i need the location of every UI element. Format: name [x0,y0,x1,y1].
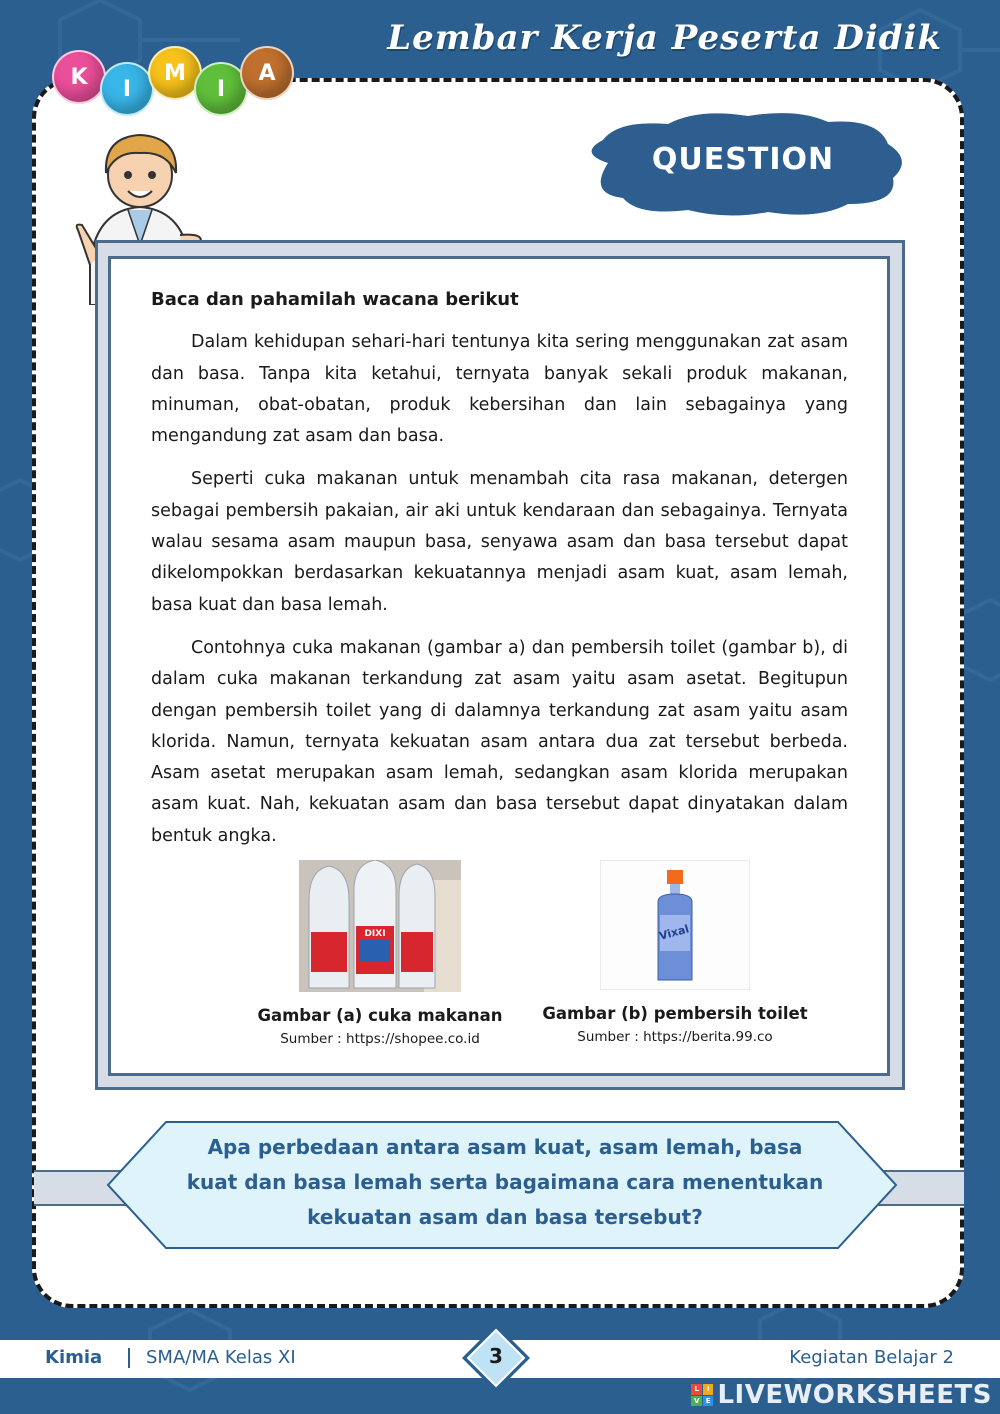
guiding-question: Apa perbedaan antara asam kuat, asam lemah, basa kuat dan basa lemah serta bagaimana cara menentukan kekuatan asam dan basa tersebut? [186,1135,824,1229]
figures [240,860,840,1060]
vinegar-bottles-image [299,860,461,992]
figure-b-source: Sumber : https://berita.99.co [577,1029,773,1045]
liveworksheets-icon [691,1384,713,1406]
footer-class: SMA/MA Kelas XI [146,1347,296,1368]
lw-icon-v: V [691,1396,702,1407]
lw-icon-l: L [691,1384,702,1395]
vinegar-label: DIXI [364,929,386,939]
lw-icon-e: E [703,1396,714,1407]
footer-section: Kegiatan Belajar 2 [789,1347,954,1368]
figure-b-caption: Gambar (b) pembersih toilet [542,1004,808,1023]
worksheet-title: Lembar Kerja Peserta Didik [387,18,942,58]
figure-a [240,860,520,1047]
reading-paragraph-2: Seperti cuka makanan untuk menambah cita rasa makanan, detergen sebagai pembersih pakaian, air aki untuk kendaraan dan sebagainya. Ternyata walau sesama asam maupun basa, senyawa asam dan basa tersebut dapat dikelompokkan berdasarkan kekuatannya menjadi asam kuat, asam lemah, basa kuat dan basa lemah. [151,469,848,615]
vixal-label: Vixal [657,922,691,943]
liveworksheets-logo [691,1380,992,1410]
figure-a-caption: Gambar (a) cuka makanan [257,1006,503,1025]
reading-paragraph-3: Contohnya cuka makanan (gambar a) dan pembersih toilet (gambar b), di dalam cuka makanan terkandung zat asam yaitu asam asetat. Begitupun dengan pembersih toilet yang di dalamnya terkandung zat asam yaitu asam klorida. Namun, ternyata kekuatan asam antara dua zat tersebut berbeda. Asam asetat merupakan asam lemah, sedangkan asam klorida merupakan asam kuat. Nah, kekuatan asam dan basa tersebut dapat dinyatakan dalam bentuk angka. [151,637,848,846]
logo-ball-k: K [52,50,106,104]
toilet-cleaner-image [600,860,750,990]
reading-paragraph-1: Dalam kehidupan sehari-hari tentunya kita sering menggunakan zat asam dan basa. Tanpa kita ketahui, ternyata banyak sekali produk makanan, minuman, obat-obatan, produk kebersihan dan lain sebagainya yang mengandung zat asam dan basa. [151,332,848,447]
figure-a-source: Sumber : https://shopee.co.id [280,1031,480,1047]
reading-heading: Baca dan pahamilah wacana berikut [151,289,519,310]
footer-separator [128,1348,130,1368]
lw-icon-i: I [703,1384,714,1395]
footer-subject: Kimia [45,1347,103,1368]
logo-ball-m: M [148,46,202,100]
logo-ball-i2: I [194,62,248,116]
liveworksheets-text: LIVEWORKSHEETS [717,1380,992,1410]
kimia-logo [52,40,292,110]
reading-content [151,284,848,864]
logo-ball-a: A [240,46,294,100]
page-number: 3 [489,1344,503,1368]
figure-b [540,860,810,1045]
logo-ball-i: I [100,62,154,116]
question-label: QUESTION [651,142,835,177]
